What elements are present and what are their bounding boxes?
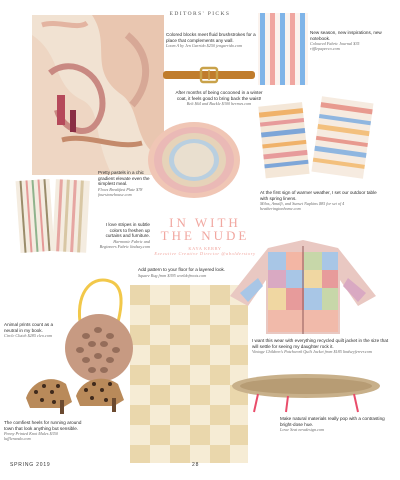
pick-credit: Belt $64 and Buckle $300 hermes.com xyxy=(186,101,252,107)
pick-text: The comfiest heels for running around town that look anything but sensible. xyxy=(4,420,82,431)
pick-credit: Flows Breakfast Plate $78 fourstonehouse.com xyxy=(98,186,143,197)
pick-text: At the first sign of warmer weather, I set our outdoor table with spring linens. xyxy=(260,190,377,201)
pick-credit: Penny Printed Knot Mules $350 luffleranda.com xyxy=(4,431,58,442)
striped-napkins xyxy=(256,96,378,182)
pick-rug-caption xyxy=(138,267,238,278)
page-number: 28 xyxy=(192,462,200,468)
pick-text: New season, new inspirations, new notebook. xyxy=(310,30,382,41)
pick-credit: Circle Clutch $285 cleo.com xyxy=(4,333,52,339)
pick-belt-caption xyxy=(171,90,267,106)
patchwork-quilt-jacket xyxy=(228,238,378,336)
gradient-plate xyxy=(145,120,243,200)
pick-jacket-caption xyxy=(252,338,392,354)
pick-text: Pretty pastels in a chic gradient elevate even the simplest meal. xyxy=(98,170,150,187)
pick-text: I love stripes in subtle colors to freshen up curtains and furniture. xyxy=(105,222,150,239)
pick-credit: Harmonie Fabric and Beginners Fabric lindsay.com xyxy=(99,238,150,249)
leopard-knot-mules xyxy=(22,358,128,416)
woven-basket-seat xyxy=(228,372,384,414)
striped-fabric-swatches xyxy=(14,178,92,254)
footer-issue: SPRING 2019 xyxy=(10,462,51,468)
pick-notebook-caption xyxy=(310,30,390,52)
pick-heels-caption xyxy=(4,420,84,442)
pick-credit: Lowe Seat newdesign.com xyxy=(280,427,325,433)
pick-art-caption xyxy=(166,32,258,48)
byline-role: Executive Creative Director @abolderstory xyxy=(154,251,256,256)
pick-credit: Milos, Amalfi, and Sunset Napkins $85 for set of 4 heatheringtonhome.com xyxy=(260,201,345,212)
pick-plate-caption xyxy=(98,170,156,197)
pick-fabric-caption xyxy=(98,222,150,249)
leather-belt xyxy=(163,65,255,85)
pick-napkins-caption xyxy=(260,190,380,212)
pick-credit: Vintage Children's Patchwork Quilt Jacket from $185 lindseyferrer.com xyxy=(252,349,372,355)
pick-text: Animal prints count as a neutral in my book. xyxy=(4,322,54,333)
pick-credit: Loom A by Jen Garrido $250 jengarrido.com xyxy=(166,43,243,49)
pick-text: Colored blocks meet fluid brushstrokes for a place that complements any wall. xyxy=(166,32,256,43)
pick-text: Make natural materials really pop with a contrasting bright-dose hue. xyxy=(280,416,385,427)
feature-title-line1: IN WITH xyxy=(169,215,241,230)
pick-credit: Coloured Fabric Journal $35 rifflepaperco.com xyxy=(310,41,360,52)
pick-text: Add pattern to your floor for a layered look. xyxy=(138,267,226,272)
pick-basket-caption xyxy=(280,416,390,432)
feature-title-line2: THE NUDE xyxy=(160,228,250,243)
pick-text: After months of being cocooned in a winter coat, it feels good to bring back the waist! xyxy=(175,90,263,101)
pick-bag-caption xyxy=(4,322,56,338)
pick-credit: Square Rug from $395 worldofroots.com xyxy=(138,272,207,278)
striped-notebook xyxy=(258,13,308,85)
section-header: EDITORS' PICKS xyxy=(169,11,231,17)
byline-name: KAYA KERRY xyxy=(188,246,222,251)
pick-text: I want this wear with everything recycled quilt jacket in the size that will settle for seeing my daughter rock it. xyxy=(252,338,389,349)
